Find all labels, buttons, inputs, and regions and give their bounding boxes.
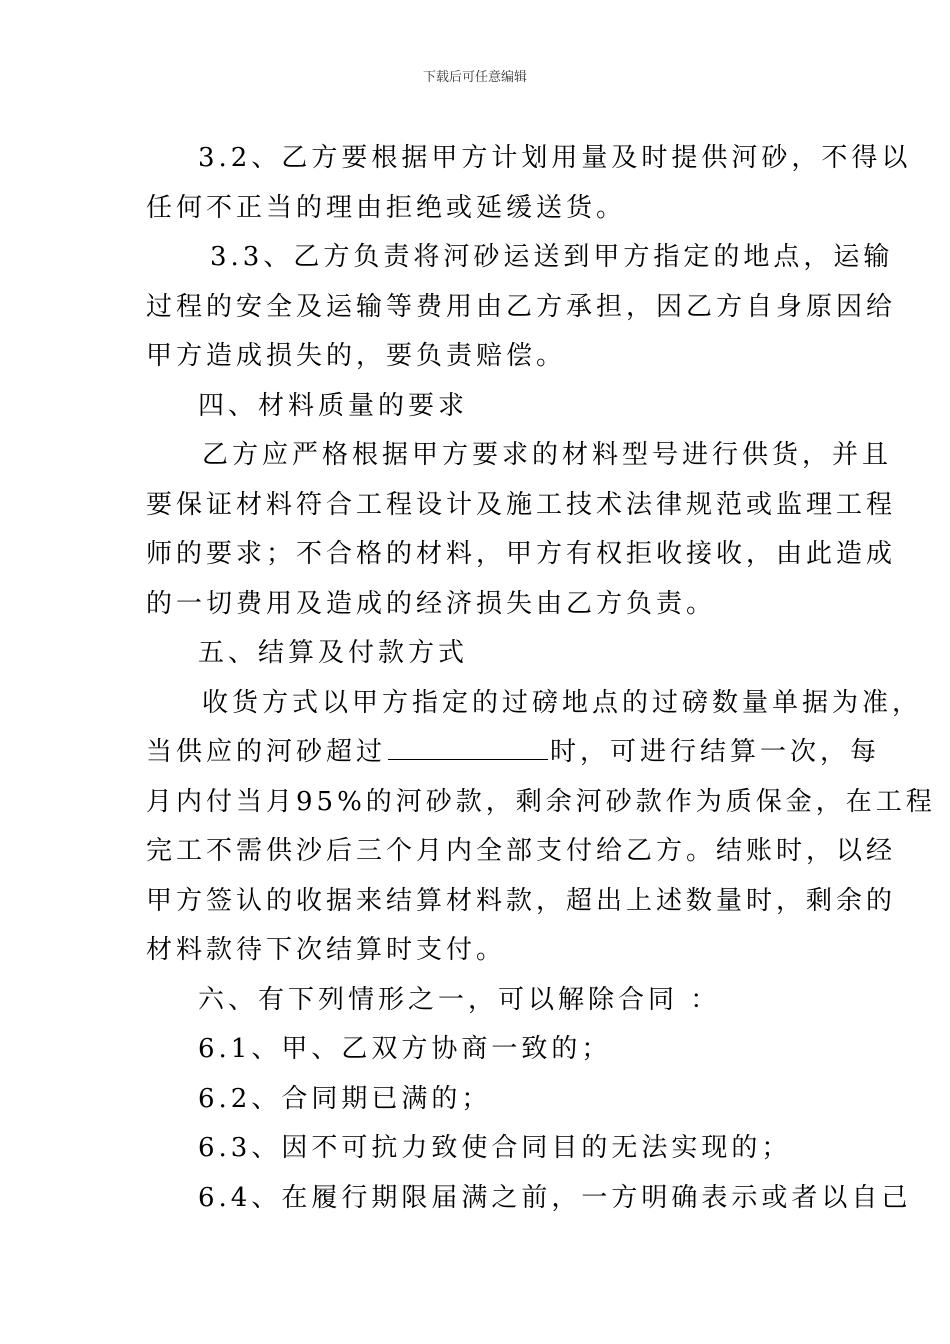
clause-6-4: 6.4、在履行期限届满之前，一方明确表示或者以自己 <box>198 1182 912 1213</box>
payment-line-1: 收货方式以甲方指定的过磅地点的过磅数量单据为准， <box>202 687 923 718</box>
quality-line-4: 的一切费用及造成的经济损失由乙方负责。 <box>146 588 717 619</box>
clause-6-1: 6.1、甲、乙双方协商一致的； <box>198 1034 612 1064</box>
payment-line-5: 甲方签认的收据来结算材料款，超出上述数量时，剩余的 <box>146 885 897 916</box>
clause-3-3-line-3: 甲方造成损失的，要负责赔偿。 <box>146 341 567 371</box>
quality-line-1: 乙方应严格根据甲方要求的材料型号进行供货，并且 <box>202 440 893 470</box>
payment-line-2-start: 当供应的河砂超过 <box>146 737 387 767</box>
clause-6-2: 6.2、合同期已满的； <box>198 1083 492 1114</box>
payment-line-3: 月内付当月95%的河砂款，剩余河砂款作为质保金，在工程 <box>146 786 936 817</box>
section-6-heading: 六、有下列情形之一，可以解除合同 ： <box>198 984 721 1015</box>
payment-line-6: 材料款待下次结算时支付。 <box>146 935 507 965</box>
section-5-heading: 五、结算及付款方式 <box>198 638 469 668</box>
clause-3-3-line-2: 过程的安全及运输等费用由乙方承担，因乙方自身原因给 <box>146 291 897 322</box>
payment-line-4: 完工不需供沙后三个月内全部支付给乙方。结账时，以经 <box>146 836 897 866</box>
payment-line-2 <box>146 728 881 778</box>
clause-6-3: 6.3、因不可抗力致使合同目的无法实现的； <box>198 1133 792 1163</box>
quality-line-3: 师的要求；不合格的材料，甲方有权拒收接收，由此造成 <box>146 539 897 569</box>
payment-line-2-end: 时，可进行结算一次，每 <box>550 737 881 767</box>
quality-line-2: 要保证材料符合工程设计及施工技术法律规范或监理工程 <box>146 489 897 520</box>
blank-fill-line <box>388 737 548 760</box>
section-4-heading: 四、材料质量的要求 <box>198 390 469 421</box>
page-header: 下载后可任意编辑 <box>422 70 527 85</box>
clause-3-2-line-2: 任何不正当的理由拒绝或延缓送货。 <box>146 192 627 223</box>
document-body <box>146 134 936 1223</box>
clause-3-2-line-1: 3.2、乙方要根据甲方计划用量及时提供河砂，不得以 <box>198 143 912 173</box>
clause-3-3-line-1: 3.3、乙方负责将河砂运送到甲方指定的地点，运输 <box>210 242 894 272</box>
